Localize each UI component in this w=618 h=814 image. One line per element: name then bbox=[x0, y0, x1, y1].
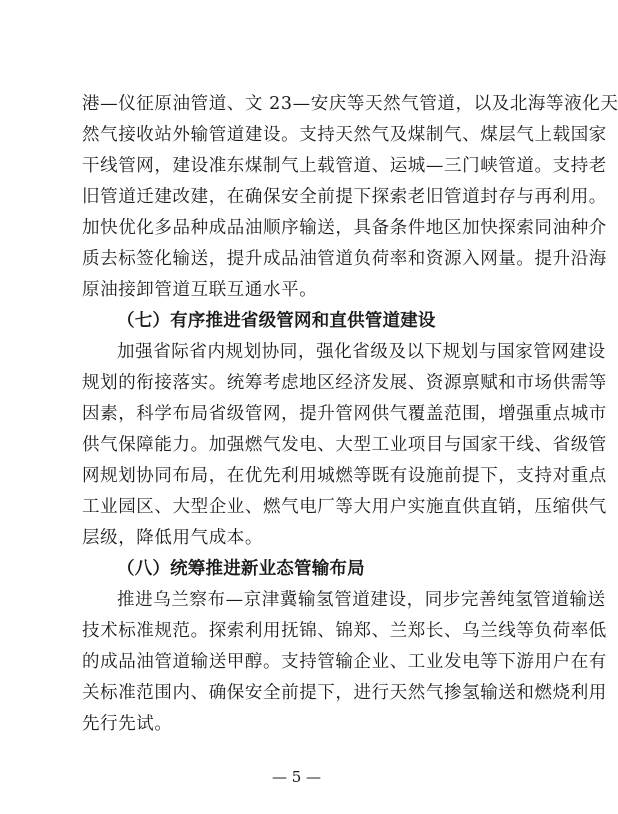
text-line: 加强省际省内规划协同，强化省级及以下规划与国家管网建设 bbox=[117, 342, 606, 362]
text-line: 技术标准规范。探索利用抚锦、锦郑、兰郑长、乌兰线等负荷率低 bbox=[82, 621, 607, 641]
text-line: 关标准范围内、确保安全前提下，进行天然气掺氢输送和燃烧利用 bbox=[82, 683, 607, 703]
text-line: 层级，降低用气成本。 bbox=[82, 528, 263, 548]
text-line: 质去标签化输送，提升成品油管道负荷率和资源入网量。提升沿海 bbox=[82, 249, 607, 269]
text-line: 的成品油管道输送甲醇。支持管输企业、工业发电等下游用户在有 bbox=[82, 652, 607, 672]
section-heading-8: （八）统筹推进新业态管输布局 bbox=[117, 559, 365, 579]
text-line: 旧管道迁建改建，在确保安全前提下探索老旧管道封存与再利用。 bbox=[82, 187, 607, 207]
text-line: 港—仪征原油管道、文 23—安庆等天然气管道，以及北海等液化天 bbox=[82, 94, 618, 114]
text-line: 先行先试。 bbox=[82, 714, 173, 734]
text-line: 干线管网，建设准东煤制气上载管道、运城—三门峡管道。支持老 bbox=[82, 156, 607, 176]
text-line: 推进乌兰察布—京津冀输氢管道建设，同步完善纯氢管道输送 bbox=[117, 590, 606, 610]
section-heading-7: （七）有序推进省级管网和直供管道建设 bbox=[117, 311, 436, 331]
text-line: 规划的衔接落实。统筹考虑地区经济发展、资源禀赋和市场供需等 bbox=[82, 373, 607, 393]
text-line: 原油接卸管道互联互通水平。 bbox=[82, 280, 318, 300]
page-number: — 5 — bbox=[271, 768, 322, 786]
text-line: 供气保障能力。加强燃气发电、大型工业项目与国家干线、省级管 bbox=[82, 435, 607, 455]
text-line: 然气接收站外输管道建设。支持天然气及煤制气、煤层气上载国家 bbox=[82, 125, 607, 145]
text-line: 工业园区、大型企业、燃气电厂等大用户实施直供直销，压缩供气 bbox=[82, 497, 607, 517]
text-line: 因素，科学布局省级管网，提升管网供气覆盖范围，增强重点城市 bbox=[82, 404, 607, 424]
text-line: 网规划协同布局，在优先利用城燃等既有设施前提下，支持对重点 bbox=[82, 466, 607, 486]
text-line: 加快优化多品种成品油顺序输送，具备条件地区加快探索同油种介 bbox=[82, 218, 607, 238]
